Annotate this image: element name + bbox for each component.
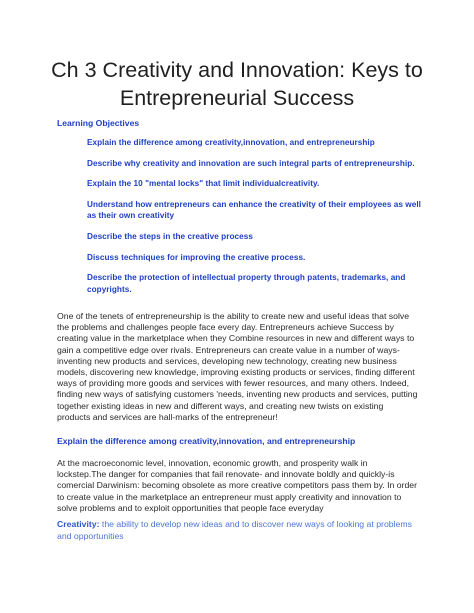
objective-item: Explain the difference among creativity,innovation, and entrepreneurship xyxy=(87,138,375,147)
objective-item: Discuss techniques for improving the creative process. xyxy=(87,252,306,262)
learning-objectives-list xyxy=(87,137,427,295)
objective-item: Explain the 10 "mental locks" that limit individualcreativity. xyxy=(87,179,320,189)
section-heading: Explain the difference among creativity,innovation, and entrepreneurship xyxy=(57,436,356,446)
objective-item: Understand how entrepreneurs can enhance the creativity of their employees as well as their own creativity xyxy=(87,199,421,221)
definition-term: Creativity: xyxy=(57,519,100,529)
learning-objectives-heading: Learning Objectives xyxy=(57,118,140,128)
objective-item: Describe the protection of intellectual property through patents, trademarks, and copyrights. xyxy=(87,273,406,294)
objective-item: Describe the steps in the creative process xyxy=(87,231,253,241)
creativity-definition xyxy=(57,519,419,542)
definition-text: the ability to develop new ideas and to discover new ways of looking at problems and opportunities xyxy=(57,519,412,541)
objective-item: Describe why creativity and innovation are such integral parts of entrepreneurship. xyxy=(87,158,415,168)
intro-paragraph: One of the tenets of entrepreneurship is the ability to create new and useful ideas that solve the problems and challenges people face every day. Entrepreneurs achieve Success by creating value in the marketplace when they Combine resources in new and different ways to gain a competitive edge over rivals. Entrepreneurs can create value in a number of ways-inventing new products and services, developing new technology, creating new business models, discovering new knowledge, improving existing products or services, finding different ways of providing more goods and services with fewer resources, and many others. Indeed, finding new ways of satisfying customers 'needs, inventing new products and services, putting together existing ideas in new and different ways, and creating new twists on existing products and services are hall-marks of the entrepreneur! xyxy=(57,311,418,422)
section-paragraph: At the macroeconomic level, innovation, economic growth, and prosperity walk in lockstep.The danger for companies that fail renovate- and innovate boldly and quickly-is comercial Darwinism: becoming obsolete as more creative competitors pass them by. In order to create value in the marketplace an entrepreneur must apply creativity and innovation to solve problems and to exploit opportunities that people face everyday xyxy=(57,458,418,513)
page-title: Ch 3 Creativity and Innovation: Keys to Entrepreneurial Success xyxy=(51,58,423,110)
